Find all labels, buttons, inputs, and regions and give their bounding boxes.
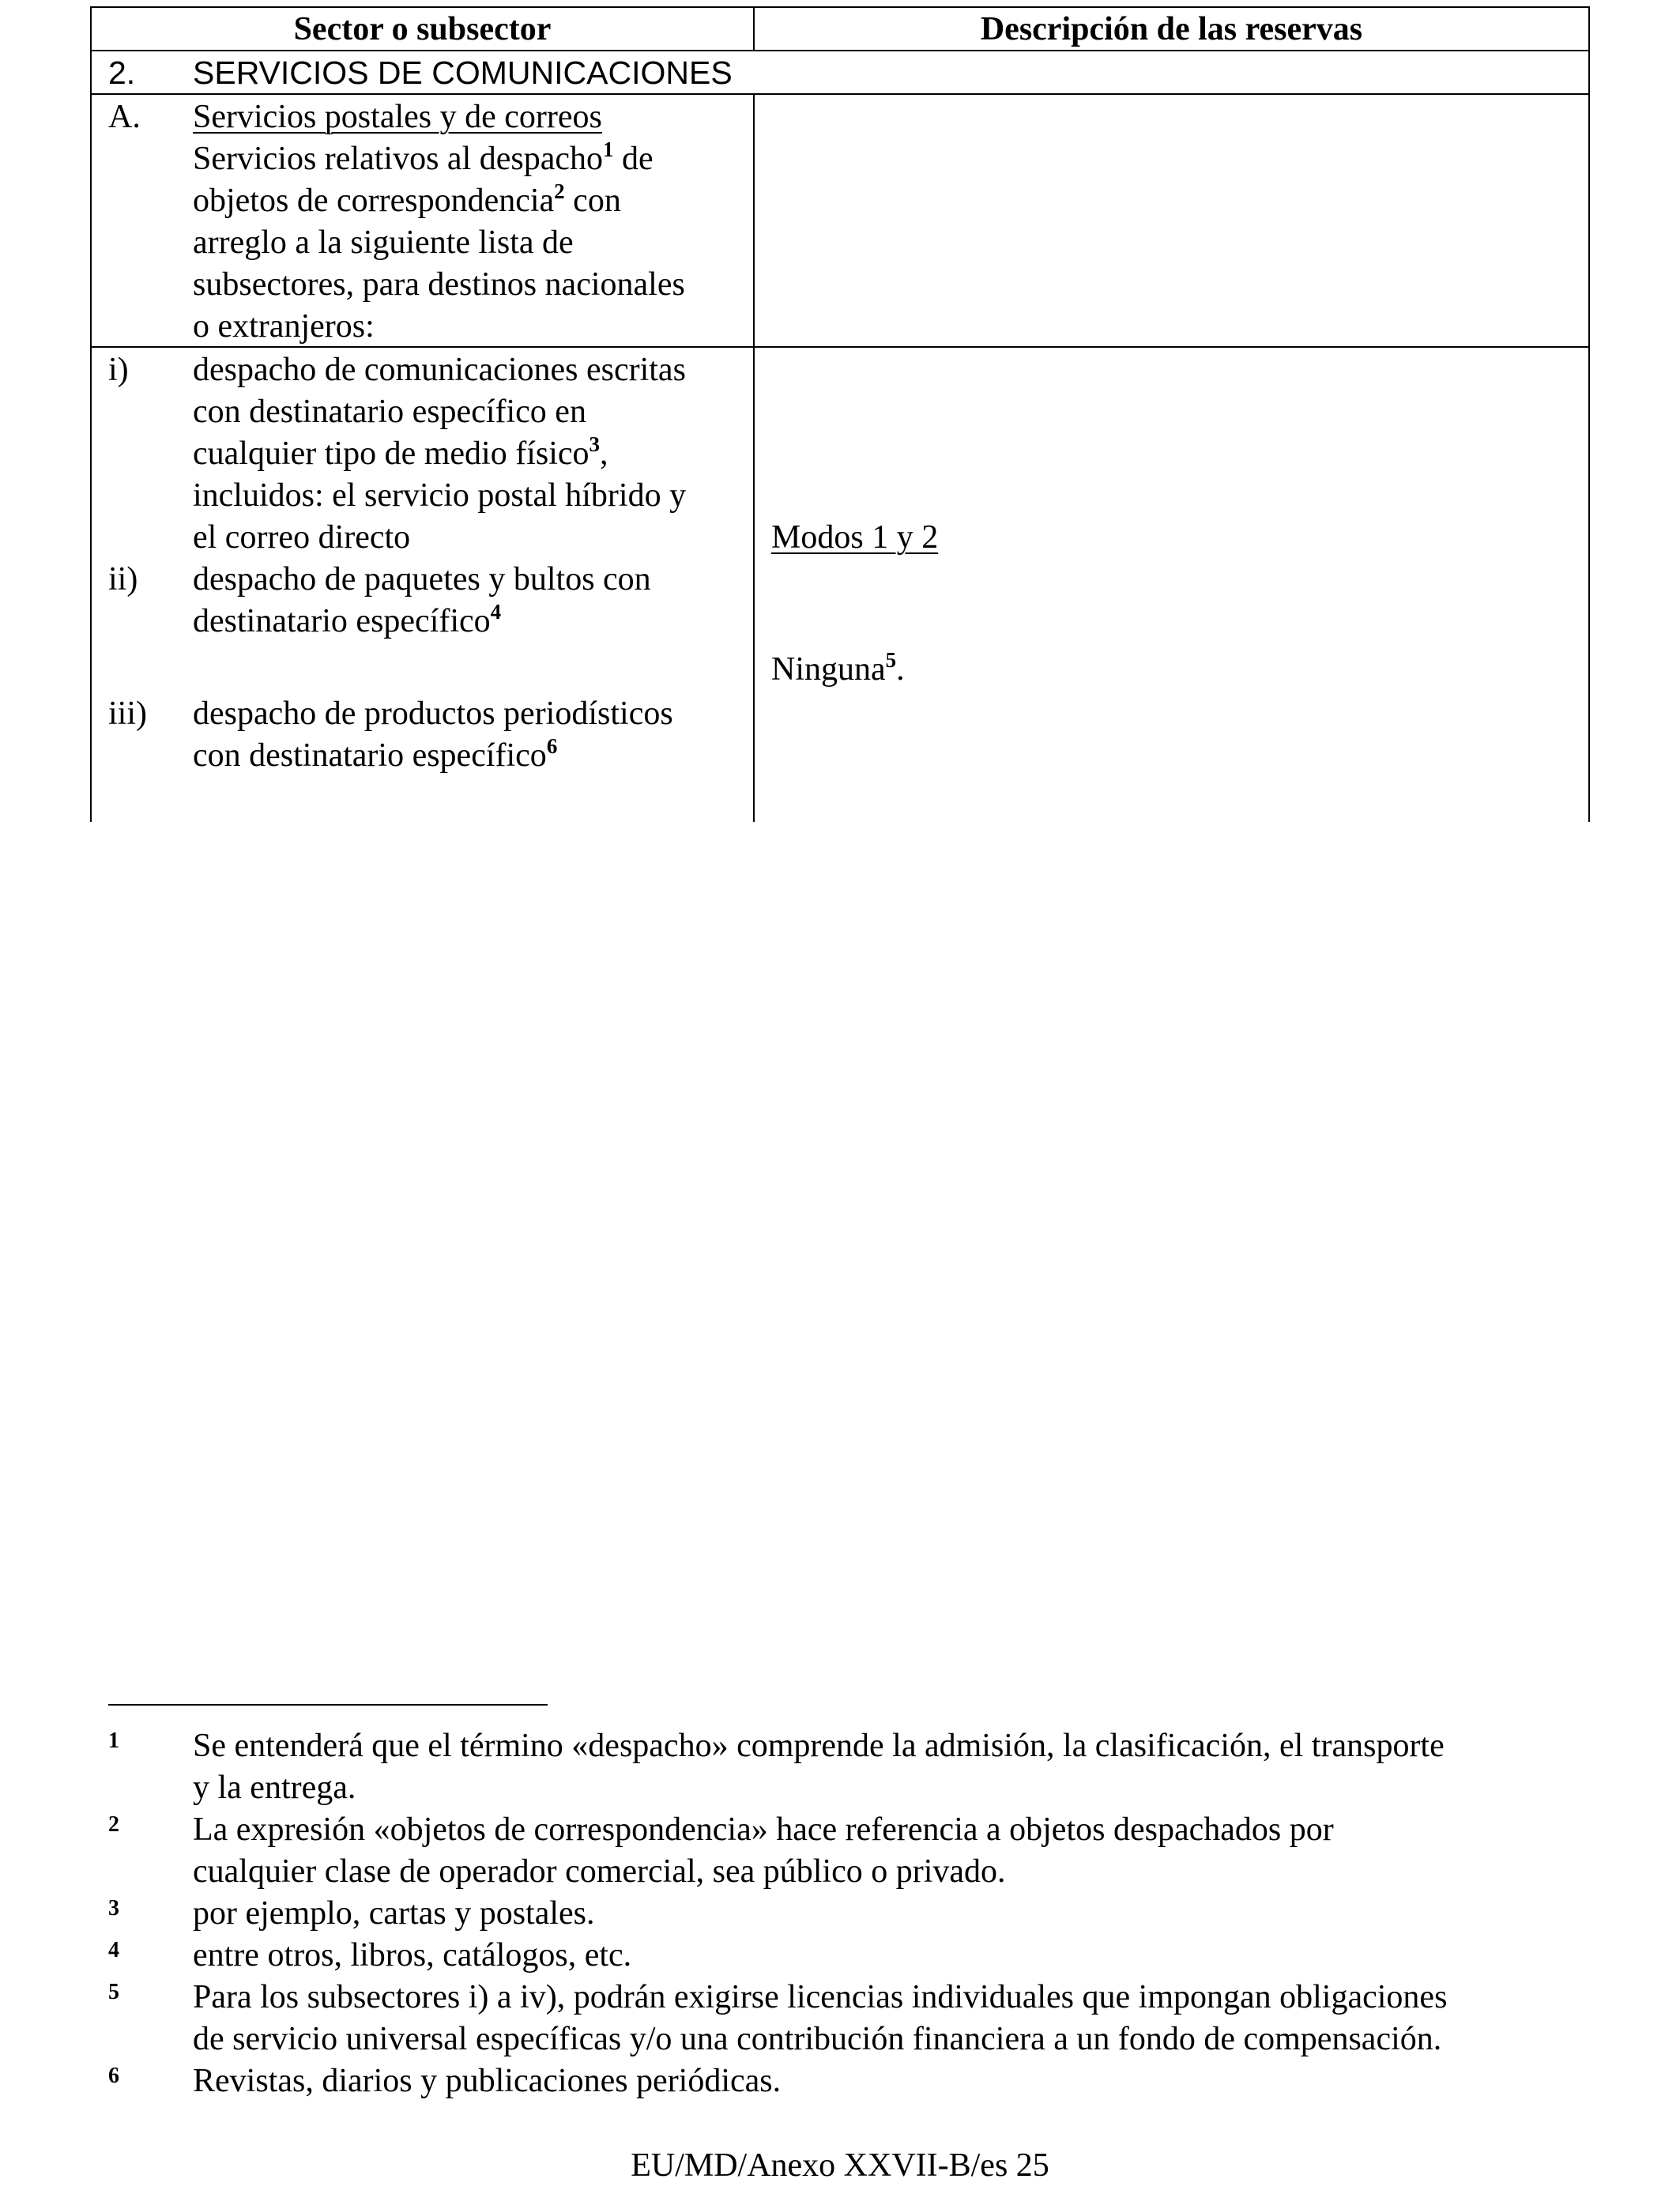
footnote-mark: 2 <box>108 1812 119 1837</box>
footnote-ref: 3 <box>589 432 601 456</box>
footnote-ref: 2 <box>554 179 565 203</box>
footnote-mark: 5 <box>108 1980 119 2004</box>
section-title: SERVICIOS DE COMUNICACIONES <box>193 55 733 91</box>
table-border-right <box>1588 6 1590 822</box>
item-marker: ii) <box>108 561 138 598</box>
footnote-text: entre otros, libros, catálogos, etc. <box>193 1937 632 1973</box>
subsection-intro-line: o extranjeros: <box>193 308 375 345</box>
item-line: incluidos: el servicio postal híbrido y <box>193 477 687 514</box>
column-header-sector: Sector o subsector <box>293 11 552 47</box>
item-line: con destinatario específico en <box>193 394 586 430</box>
section-number: 2. <box>108 55 136 91</box>
page-footer: EU/MD/Anexo XXVII-B/es 25 <box>631 2147 1049 2184</box>
footnote-text: cualquier clase de operador comercial, sea público o privado. <box>193 1853 1006 1890</box>
item-line: despacho de paquetes y bultos con <box>193 561 651 598</box>
table-border-top <box>90 6 1590 8</box>
item-marker: i) <box>108 352 129 388</box>
footnote-ref: 5 <box>885 648 897 672</box>
footnote-ref: 1 <box>603 138 614 161</box>
footnote-text: Para los subsectores i) a iv), podrán exigirse licencias individuales que impongan obligaciones <box>193 1979 1448 2015</box>
subsection-letter: A. <box>108 99 141 135</box>
column-divider <box>753 93 755 822</box>
subsection-intro-line: Servicios relativos al despacho$^1$ de <box>193 138 654 177</box>
footnote-text: de servicio universal específicas y/o una contribución financiera a un fondo de compensación. <box>193 2021 1442 2057</box>
footnote-text: La expresión «objetos de correspondencia» hace referencia a objetos despachados por <box>193 1811 1334 1848</box>
footnote-text: Revistas, diarios y publicaciones periódicas. <box>193 2063 782 2099</box>
subsection-intro-line: arreglo a la siguiente lista de <box>193 224 574 261</box>
footnote-text: y la entrega. <box>193 1770 356 1806</box>
footnote-text: por ejemplo, cartas y postales. <box>193 1895 595 1932</box>
footnote-mark: 3 <box>108 1896 119 1921</box>
footnote-mark: 1 <box>108 1728 119 1753</box>
footnote-ref: 4 <box>490 600 502 624</box>
footnote-text: Se entenderá que el término «despacho» comprende la admisión, la clasificación, el transporte <box>193 1728 1445 1764</box>
item-marker: iii) <box>108 696 147 732</box>
item-line: cualquier tipo de medio físico$^3$, <box>193 432 608 472</box>
item-line: despacho de comunicaciones escritas <box>193 352 686 388</box>
column-header-reservations: Descripción de las reservas <box>980 11 1363 47</box>
footnote-ref: 6 <box>546 734 558 758</box>
reservation-modes: Modos 1 y 2 <box>771 519 939 556</box>
reservation-value: Ninguna$^5$. <box>771 648 905 688</box>
item-line: despacho de productos periodísticos <box>193 696 673 732</box>
table-border-left <box>90 6 92 822</box>
subsection-intro-line: objetos de correspondencia$^2$ con <box>193 179 621 219</box>
item-line: el correo directo <box>193 519 411 556</box>
item-line: destinatario específico$^4$ <box>193 600 502 639</box>
subsection-title: Servicios postales y de correos <box>193 99 602 135</box>
footnote-mark: 6 <box>108 2064 119 2088</box>
item-line: con destinatario específico$^6$ <box>193 734 558 774</box>
subsection-intro-line: subsectores, para destinos nacionales <box>193 266 685 303</box>
footnote-mark: 4 <box>108 1938 119 1962</box>
footnote-separator <box>108 1704 548 1706</box>
